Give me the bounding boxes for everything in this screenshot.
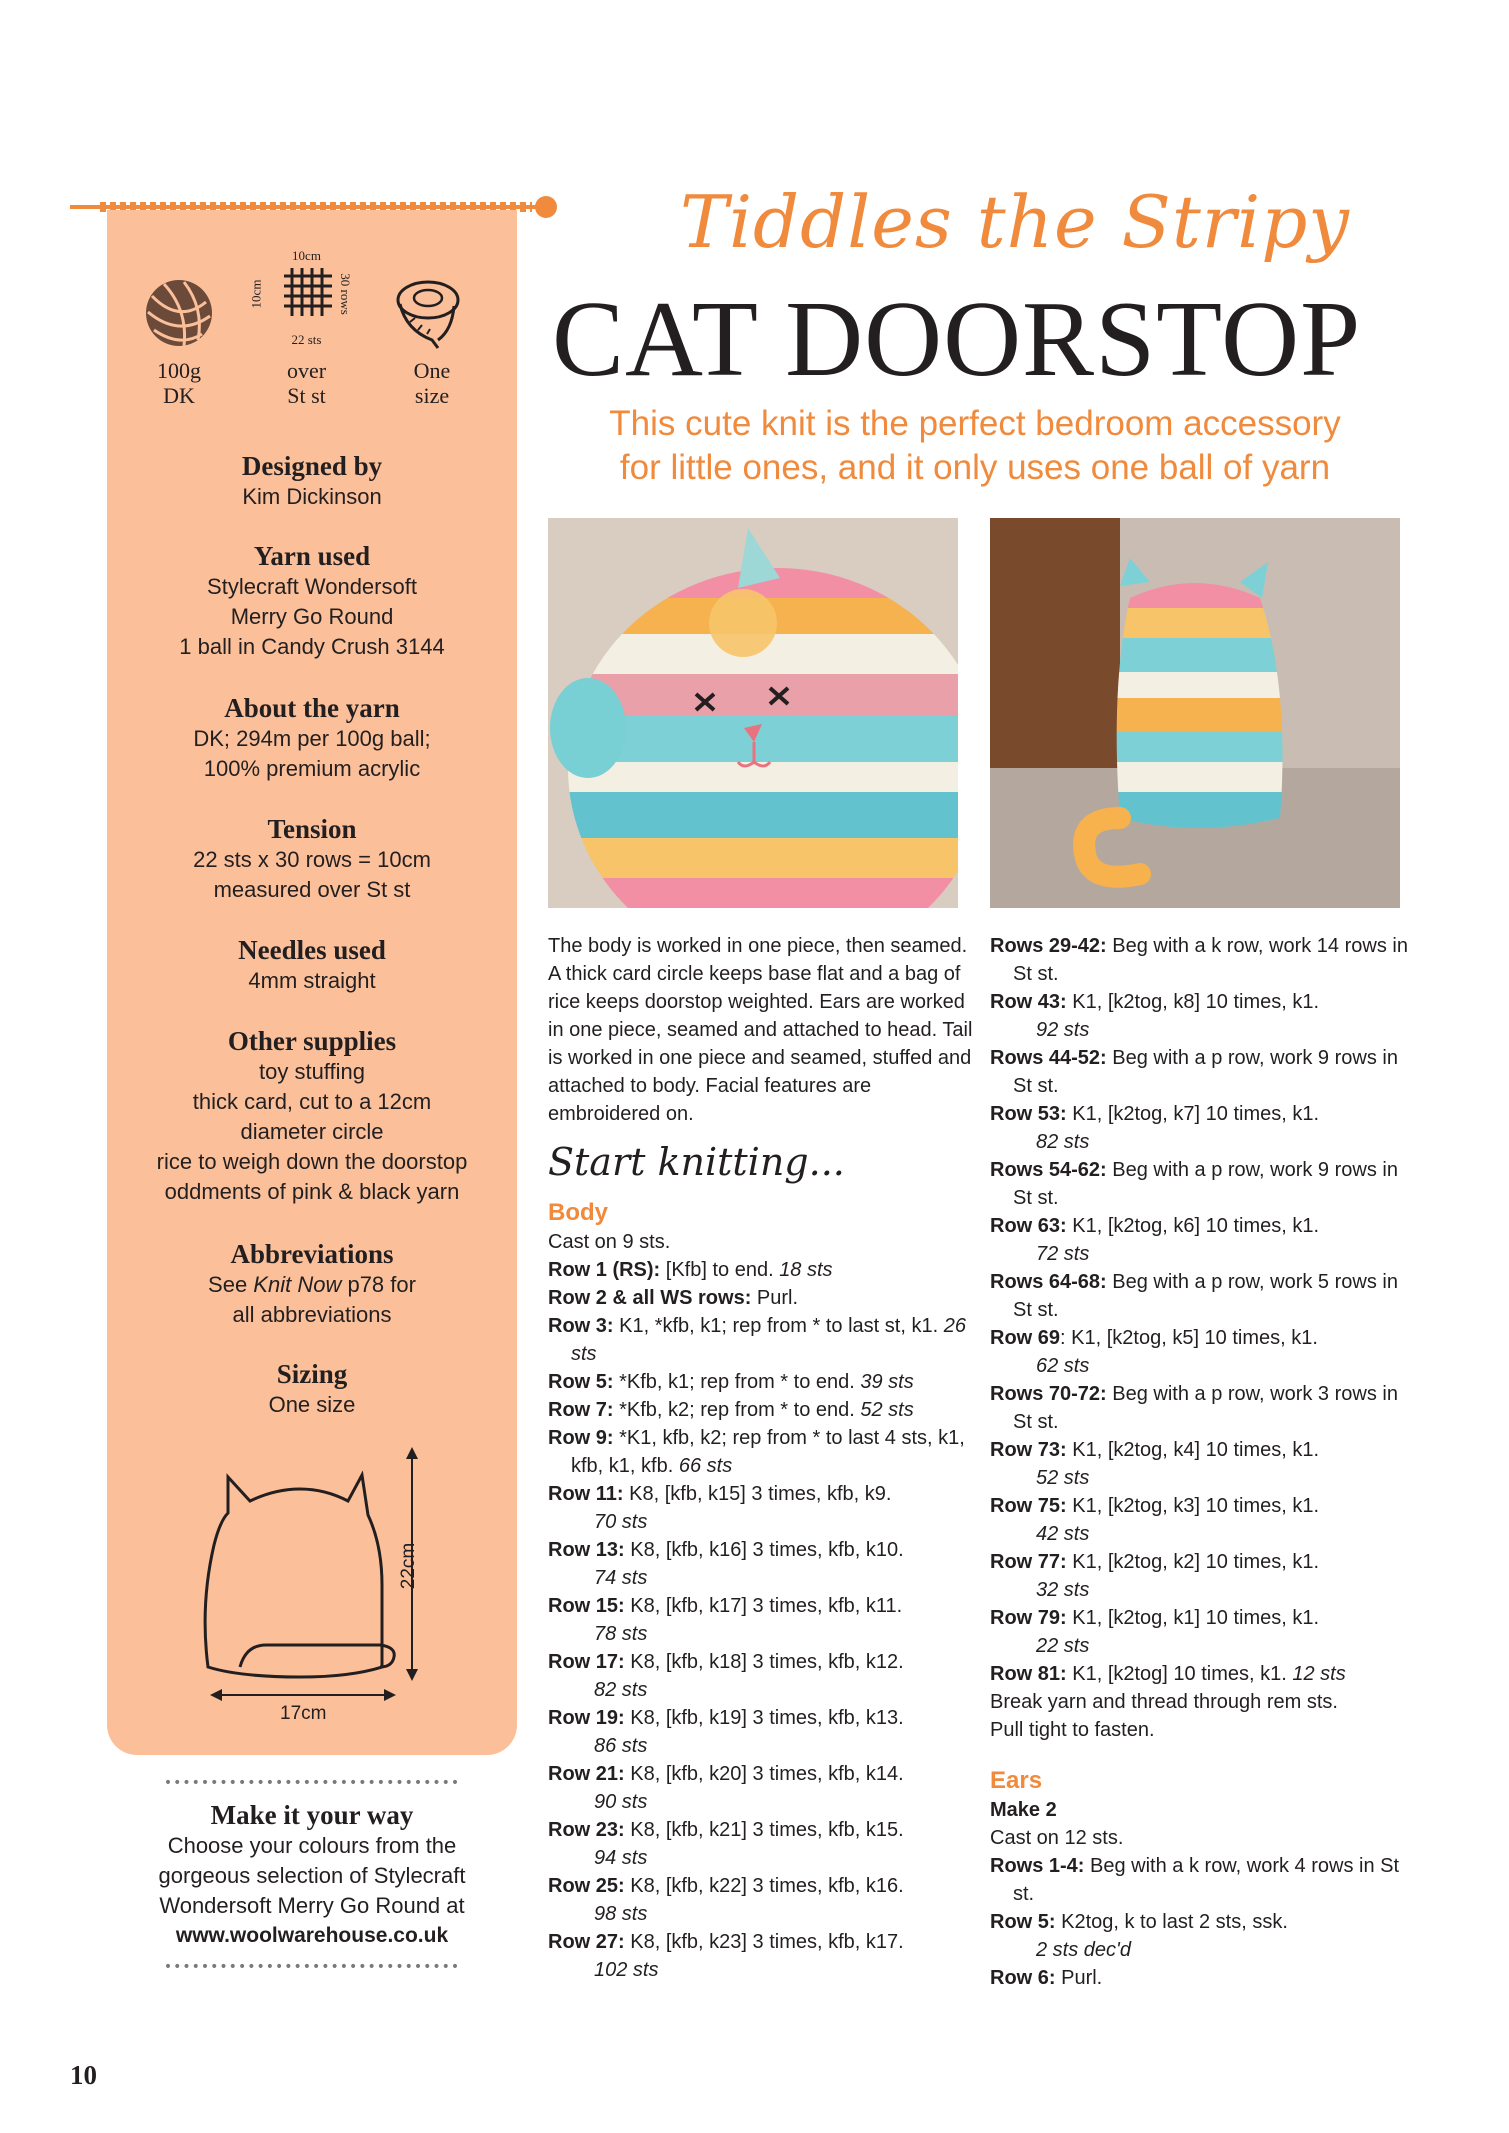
tension-section — [107, 813, 517, 905]
row-label: Row 19: — [548, 1707, 625, 1729]
pattern-row — [548, 1648, 973, 1704]
stitch-count: 32 sts — [1036, 1579, 1090, 1601]
tension-swatch-diagram — [244, 248, 369, 352]
pattern-row — [990, 1964, 1415, 1992]
start-knitting-heading: Start knitting... — [548, 1140, 845, 1184]
row-label: Rows 1-4: — [990, 1855, 1085, 1877]
about-yarn-heading: About the yarn — [224, 693, 400, 723]
row-label: Row 13: — [548, 1539, 625, 1561]
row-instruction: *Kfb, k1; rep from * to end. — [613, 1371, 861, 1393]
tension-label: over St st — [286, 358, 327, 408]
stitch-count: 66 sts — [678, 1455, 733, 1477]
width-dimension-label: 17cm — [280, 1703, 327, 1724]
supply-item: diameter circle — [240, 1119, 384, 1144]
pattern-column-1 — [548, 932, 973, 1984]
row-instruction: *Kfb, k2; rep from * to end. — [613, 1399, 861, 1421]
supply-item: rice to weigh down the doorstop — [156, 1149, 468, 1174]
body-heading: Body — [548, 1199, 608, 1226]
abbreviations-line: all abbreviations — [232, 1302, 392, 1327]
row-label: Row 77: — [990, 1551, 1067, 1573]
supply-item: toy stuffing — [259, 1059, 365, 1084]
row-label: Row 21: — [548, 1763, 625, 1785]
row-label: Row 2 & all WS rows: — [548, 1287, 752, 1309]
supply-item: oddments of pink & black yarn — [164, 1179, 460, 1204]
tension-spec — [244, 248, 369, 408]
stitch-count: 52 sts — [860, 1399, 914, 1421]
height-dimension-label: 22cm — [398, 1542, 420, 1590]
row-instruction: K1, [k2tog, k7] 10 times, k1. — [1066, 1103, 1320, 1125]
standfirst-line: This cute knit is the perfect bedroom accessory — [609, 404, 1341, 443]
row-instruction: K1, [k2tog, k4] 10 times, k1. — [1066, 1439, 1320, 1461]
magazine-name: Knit Now — [253, 1272, 342, 1297]
row-label: Row 43: — [990, 991, 1067, 1013]
about-yarn-line: DK; 294m per 100g ball; — [193, 726, 431, 751]
row-instruction: Beg with a p row, work 9 rows in St st. — [1013, 1159, 1398, 1209]
pattern-row — [990, 1380, 1415, 1436]
row-instruction: K8, [kfb, k15] 3 times, kfb, k9. — [623, 1483, 892, 1505]
designed-by-heading: Designed by — [241, 451, 383, 481]
pattern-row — [548, 1592, 973, 1648]
stitch-count: 39 sts — [860, 1371, 914, 1393]
row-instruction: Beg with a p row, work 3 rows in St st. — [1013, 1383, 1398, 1433]
stitch-count: 90 sts — [594, 1791, 648, 1813]
row-instruction: K8, [kfb, k17] 3 times, kfb, k11. — [624, 1595, 903, 1617]
pattern-row — [990, 1156, 1415, 1212]
row-instruction: Beg with a k row, work 4 rows in St st. — [1013, 1855, 1400, 1905]
pattern-row — [548, 1396, 973, 1424]
row-label: Row 7: — [548, 1399, 614, 1421]
pattern-row — [990, 1716, 1415, 1744]
yarn-weight-spec — [119, 248, 239, 408]
make-it-your-way-line: Wondersoft Merry Go Round at — [159, 1893, 465, 1918]
row-label: Row 63: — [990, 1215, 1067, 1237]
stitch-count: 18 sts — [779, 1259, 833, 1281]
yarn-used-line: Merry Go Round — [230, 604, 394, 629]
supply-item: thick card, cut to a 12cm — [192, 1089, 432, 1114]
stitch-count: 62 sts — [1036, 1355, 1090, 1377]
yarn-used-heading: Yarn used — [253, 541, 371, 571]
pattern-row — [990, 1492, 1415, 1548]
pattern-row — [548, 1284, 973, 1312]
row-label: Row 15: — [548, 1595, 625, 1617]
stitch-count: 78 sts — [594, 1623, 648, 1645]
stitch-count: 98 sts — [594, 1903, 648, 1925]
pattern-row — [548, 1536, 973, 1592]
row-instruction: K8, [kfb, k20] 3 times, kfb, k14. — [624, 1763, 904, 1785]
row-instruction: Beg with a k row, work 14 rows in St st. — [1013, 935, 1408, 985]
designer-name: Kim Dickinson — [242, 484, 382, 509]
pattern-row — [990, 1100, 1415, 1156]
row-instruction: Cast on 9 sts. — [548, 1231, 671, 1253]
row-instruction: : K1, [k2tog, k5] 10 times, k1. — [1060, 1327, 1318, 1349]
sizing-line: One size — [268, 1392, 356, 1417]
abbreviations-line: See Knit Now p78 for — [208, 1272, 416, 1297]
pattern-row — [990, 1852, 1415, 1908]
pattern-row — [990, 1604, 1415, 1660]
make-it-your-way-line: gorgeous selection of Stylecraft — [158, 1863, 466, 1888]
pattern-row — [990, 1436, 1415, 1492]
row-label: Rows 70-72: — [990, 1383, 1107, 1405]
cat-outline-icon — [200, 1445, 420, 1745]
row-instruction: Purl. — [751, 1287, 799, 1309]
body-continued-rows-list — [990, 932, 1415, 1744]
size-spec — [372, 248, 492, 408]
row-label: Row 27: — [548, 1931, 625, 1953]
page-number: 10 — [70, 2060, 97, 2090]
pattern-row — [990, 1688, 1415, 1716]
row-instruction: K2tog, k to last 2 sts, ssk. — [1055, 1911, 1288, 1933]
needles-section — [107, 934, 517, 996]
tension-line: 22 sts x 30 rows = 10cm — [193, 847, 431, 872]
row-instruction: K1, [k2tog, k8] 10 times, k1. — [1066, 991, 1320, 1013]
needles-line: 4mm straight — [248, 968, 376, 993]
stitch-count: 12 sts — [1292, 1663, 1346, 1685]
row-label: Row 17: — [548, 1651, 625, 1673]
sizing-heading: Sizing — [276, 1359, 348, 1389]
yarn-used-section — [107, 540, 517, 662]
pattern-row — [990, 1044, 1415, 1100]
ears-make-count: Make 2 — [990, 1799, 1057, 1821]
dotted-divider: •••••••••••••••••••••••••••••••• — [163, 1959, 461, 1975]
row-instruction: Beg with a p row, work 9 rows in St st. — [1013, 1047, 1398, 1097]
swatch-rows-label: 30 rows — [337, 273, 353, 315]
title-script: Tiddles the Stripy — [680, 180, 1350, 264]
sizing-section — [107, 1358, 517, 1420]
row-instruction: K8, [kfb, k19] 3 times, kfb, k13. — [624, 1707, 904, 1729]
about-yarn-section — [107, 692, 517, 784]
row-instruction: K8, [kfb, k18] 3 times, kfb, k12. — [624, 1651, 904, 1673]
ears-rows-list — [990, 1824, 1415, 1992]
row-instruction: K8, [kfb, k22] 3 times, kfb, k16. — [624, 1875, 904, 1897]
abbreviations-section — [107, 1238, 517, 1330]
pattern-row — [990, 1268, 1415, 1324]
pattern-row — [990, 1548, 1415, 1604]
cat-size-diagram — [200, 1445, 420, 1745]
standfirst — [540, 402, 1410, 490]
row-label: Row 25: — [548, 1875, 625, 1897]
row-instruction: K1, *kfb, k1; rep from * to last st, k1. — [613, 1315, 944, 1337]
cat-doorstop-photo — [990, 518, 1400, 908]
about-yarn-line: 100% premium acrylic — [203, 756, 421, 781]
pattern-row — [548, 1480, 973, 1536]
stitch-count: 74 sts — [594, 1567, 648, 1589]
row-label: Row 1 (RS): — [548, 1259, 661, 1281]
yarn-used-line: Stylecraft Wondersoft — [207, 574, 417, 599]
row-instruction: Cast on 12 sts. — [990, 1827, 1124, 1849]
pattern-row — [548, 1368, 973, 1396]
cat-face-closeup-photo — [548, 518, 958, 908]
size-label: One size — [413, 358, 451, 408]
stitch-count: 94 sts — [594, 1847, 648, 1869]
row-instruction: Beg with a p row, work 5 rows in St st. — [1013, 1271, 1398, 1321]
row-instruction: K1, [k2tog, k1] 10 times, k1. — [1066, 1607, 1320, 1629]
row-label: Rows 54-62: — [990, 1159, 1107, 1181]
row-label: Row 79: — [990, 1607, 1067, 1629]
row-label: Rows 29-42: — [990, 935, 1107, 957]
make-it-your-way-box — [107, 1775, 517, 1975]
pattern-row — [990, 1908, 1415, 1964]
row-label: Row 73: — [990, 1439, 1067, 1461]
tension-heading: Tension — [267, 814, 357, 844]
row-instruction: Pull tight to fasten. — [990, 1719, 1155, 1741]
row-instruction: K1, [k2tog, k6] 10 times, k1. — [1066, 1215, 1320, 1237]
swatch-width-label: 10cm — [292, 248, 321, 263]
row-instruction: Purl. — [1055, 1967, 1103, 1989]
row-instruction: K8, [kfb, k23] 3 times, kfb, k17. — [624, 1931, 904, 1953]
row-label: Row 53: — [990, 1103, 1067, 1125]
row-label: Row 11: — [548, 1483, 624, 1505]
row-instruction: K1, [k2tog, k2] 10 times, k1. — [1066, 1551, 1320, 1573]
ears-heading: Ears — [990, 1767, 1043, 1794]
pattern-row — [990, 1212, 1415, 1268]
designed-by-section — [107, 450, 517, 512]
dotted-divider: •••••••••••••••••••••••••••••••• — [163, 1775, 461, 1791]
row-label: Rows 44-52: — [990, 1047, 1107, 1069]
row-label: Row 5: — [548, 1371, 614, 1393]
swatch-height-label: 10cm — [248, 279, 264, 309]
row-label: Rows 64-68: — [990, 1271, 1107, 1293]
row-instruction: K1, [k2tog, k3] 10 times, k1. — [1066, 1495, 1320, 1517]
pattern-row — [990, 1824, 1415, 1852]
row-label: Row 81: — [990, 1663, 1067, 1685]
intro-paragraph: The body is worked in one piece, then seamed. A thick card circle keeps base flat and a bag of rice keeps doorstop weighted. Ears are worked in one piece, seamed and attached to head. Tail is worked in one piece and seamed, stuffed and attached to body. Facial features are embroidered on. — [548, 935, 973, 1125]
row-instruction: K1, [k2tog] 10 times, k1. — [1066, 1663, 1293, 1685]
stitch-count: 86 sts — [594, 1735, 648, 1757]
pattern-row — [990, 988, 1415, 1044]
stitch-count: 22 sts — [1036, 1635, 1090, 1657]
stitch-count: 102 sts — [594, 1959, 659, 1981]
stitch-count: 82 sts — [1036, 1131, 1090, 1153]
stitch-count: 72 sts — [1036, 1243, 1090, 1265]
body-rows-list — [548, 1228, 973, 1984]
pattern-row — [990, 1660, 1415, 1688]
pattern-row — [548, 1872, 973, 1928]
yarn-used-line: 1 ball in Candy Crush 3144 — [179, 634, 445, 659]
row-label: Row 75: — [990, 1495, 1067, 1517]
pattern-row — [548, 1424, 973, 1480]
make-it-your-way-heading: Make it your way — [210, 1800, 414, 1830]
other-supplies-heading: Other supplies — [227, 1026, 397, 1056]
pattern-row — [548, 1816, 973, 1872]
retailer-link[interactable]: www.woolwarehouse.co.uk — [175, 1924, 449, 1947]
abbreviations-heading: Abbreviations — [230, 1239, 394, 1269]
row-label: Row 5: — [990, 1911, 1056, 1933]
row-label: Row 23: — [548, 1819, 625, 1841]
stitch-count: 26 sts — [571, 1315, 966, 1365]
pattern-row — [548, 1256, 973, 1284]
stitch-count: 52 sts — [1036, 1467, 1090, 1489]
pattern-row — [548, 1312, 973, 1368]
swatch-sts-label: 22 sts — [291, 332, 322, 347]
yarn-ball-icon — [140, 274, 218, 352]
grid-icon — [282, 266, 334, 318]
row-label: Row 3: — [548, 1315, 614, 1337]
page-title: CAT DOORSTOP — [552, 280, 1362, 399]
stitch-count: 82 sts — [594, 1679, 648, 1701]
stitch-count: 2 sts dec'd — [1036, 1939, 1131, 1961]
row-instruction: K8, [kfb, k16] 3 times, kfb, k10. — [624, 1539, 904, 1561]
tape-measure-icon — [394, 276, 470, 352]
pattern-row — [990, 932, 1415, 988]
row-instruction: K8, [kfb, k21] 3 times, kfb, k15. — [624, 1819, 904, 1841]
other-supplies-section — [107, 1025, 517, 1207]
pattern-column-2 — [990, 932, 1415, 1992]
row-instruction: Break yarn and thread through rem sts. — [990, 1691, 1338, 1713]
pattern-row — [548, 1928, 973, 1984]
stitch-count: 92 sts — [1036, 1019, 1090, 1041]
row-instruction: [Kfb] to end. — [660, 1259, 780, 1281]
pattern-row — [548, 1704, 973, 1760]
tension-line: measured over St st — [213, 877, 411, 902]
yarn-weight-label: 100g DK — [157, 358, 201, 408]
row-label: Row 69 — [990, 1327, 1061, 1349]
stitch-count: 70 sts — [594, 1511, 648, 1533]
pattern-row — [548, 1228, 973, 1256]
row-label: Row 6: — [990, 1967, 1056, 1989]
row-label: Row 9: — [548, 1427, 614, 1449]
pattern-row — [990, 1324, 1415, 1380]
standfirst-line: for little ones, and it only uses one ball of yarn — [619, 448, 1331, 487]
needles-heading: Needles used — [238, 935, 386, 965]
spec-icons-row — [107, 248, 517, 438]
make-it-your-way-line: Choose your colours from the — [167, 1833, 457, 1858]
stitch-count: 42 sts — [1036, 1523, 1090, 1545]
row-instruction: *K1, kfb, k2; rep from * to last 4 sts, k1, kfb, k1, kfb. — [571, 1427, 965, 1477]
pattern-row — [548, 1760, 973, 1816]
